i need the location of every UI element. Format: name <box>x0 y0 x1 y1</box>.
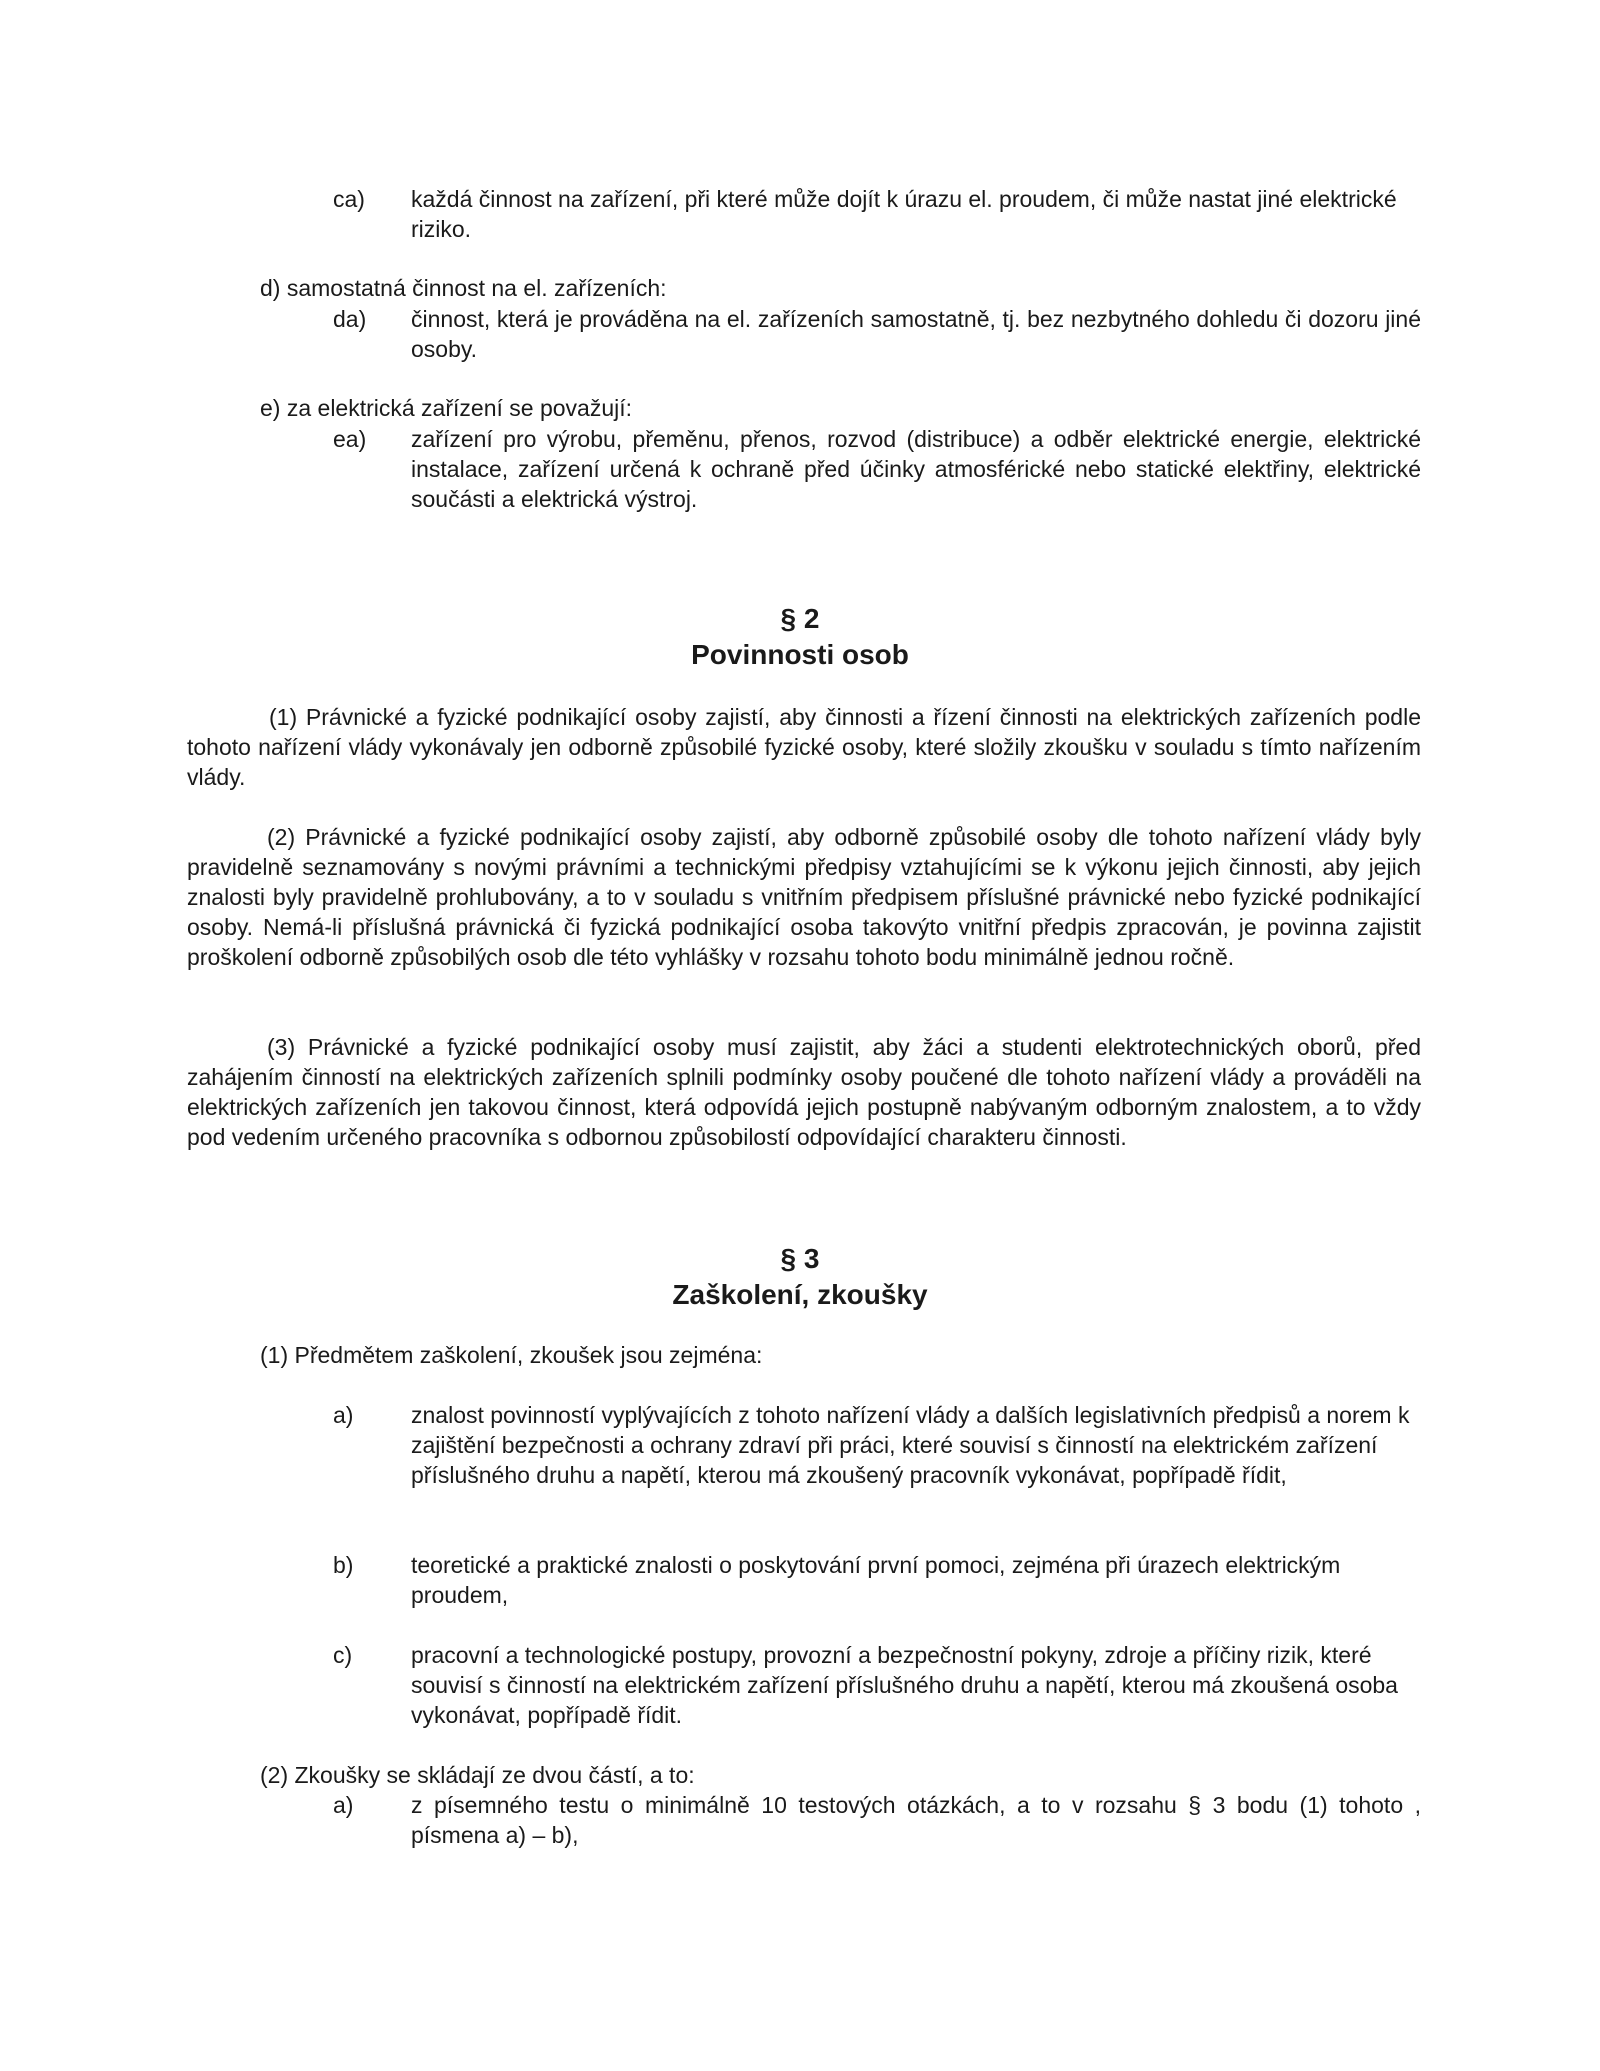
list-label-da: da) <box>333 306 367 332</box>
section-title-3: Zaškolení, zkoušky <box>672 1279 928 1310</box>
section2-paragraph-3: (3) Právnické a fyzické podnikající osoby musí zajistit, aby žáci a studenti elektrotechnických oborů, před zahájením činností na elektrických zařízeních splnili podmínky osoby poučené dle tohoto nařízení vlády a prováděli na elektrických zařízeních jen takovou činnost, která odpovídá jejich postupně nabývaným odborným znalostem, a to vždy pod vedením určeného pracovníka s odbornou způsobilostí odpovídající charakteru činnosti. <box>187 1034 1421 1150</box>
section-number-2: § 2 <box>780 603 820 634</box>
sub-heading-d: d) samostatná činnost na el. zařízeních: <box>260 275 667 301</box>
list-label-ea: ea) <box>333 426 367 452</box>
list-text-p2-a: z písemného testu o minimálně 10 testových otázkách, a to v rozsahu § 3 bodu (1) tohoto , písmena a) – b), <box>411 1792 1421 1848</box>
section-number-3: § 3 <box>780 1243 820 1274</box>
section2-paragraph-2: (2) Právnické a fyzické podnikající osoby zajistí, aby odborně způsobilé osoby dle tohoto nařízení vlády byly pravidelně seznamovány s novými právními a technickými předpisy vztahujícími se k výkonu jejich činnosti, aby jejich znalosti byly pravidelně prohlubovány, a to v souladu s vnitřním předpisem příslušné právnické nebo fyzické podnikající osoby. Nemá-li příslušná právnická či fyzická podnikající osoba takovýto vnitřní předpis zpracován, je povinna zajistit proškolení odborně způsobilých osob dle této vyhlášky v rozsahu tohoto bodu minimálně jednou ročně. <box>187 824 1421 970</box>
list-label-c: c) <box>333 1642 353 1668</box>
section2-paragraph-1: (1) Právnické a fyzické podnikající osoby zajistí, aby činnosti a řízení činnosti na elektrických zařízeních podle tohoto nařízení vlády vykonávaly jen odborně způsobilé fyzické osoby, které složily zkoušku v souladu s tímto nařízením vlády. <box>187 704 1421 790</box>
section3-p2-intro: (2) Zkoušky se skládají ze dvou částí, a to: <box>260 1762 695 1788</box>
list-label-ca: ca) <box>333 186 365 212</box>
section-title-2: Povinnosti osob <box>691 639 909 670</box>
list-label-a: a) <box>333 1402 354 1428</box>
list-label-p2-a: a) <box>333 1792 354 1818</box>
list-text-ea: zařízení pro výrobu, přeměnu, přenos, rozvod (distribuce) a odběr elektrické energie, elektrické instalace, zařízení určená k ochraně před účinky atmosférické nebo statické elektřiny, elektrické součásti a elektrická výstroj. <box>411 426 1421 512</box>
list-text-b: teoretické a praktické znalosti o poskytování první pomoci, zejména při úrazech elektrickým proudem, <box>411 1552 1341 1608</box>
sub-heading-e: e) za elektrická zařízení se považují: <box>260 395 632 421</box>
list-text-da: činnost, která je prováděna na el. zařízeních samostatně, tj. bez nezbytného dohledu či dozoru jiné osoby. <box>411 306 1421 362</box>
list-label-b: b) <box>333 1552 354 1578</box>
list-text-c: pracovní a technologické postupy, provozní a bezpečnostní pokyny, zdroje a příčiny rizik, které souvisí s činností na elektrickém zařízení příslušného druhu a napětí, kterou má zkoušená osoba vykonávat, popřípadě řídit. <box>411 1642 1398 1728</box>
list-text-ca: každá činnost na zařízení, při které může dojít k úrazu el. proudem, či může nastat jiné elektrické riziko. <box>411 186 1397 242</box>
list-text-a: znalost povinností vyplývajících z tohoto nařízení vlády a dalších legislativních předpisů a norem k zajištění bezpečnosti a ochrany zdraví při práci, které souvisí s činností na elektrickém zařízení příslušného druhu a napětí, kterou má zkoušený pracovník vykonávat, popřípadě řídit, <box>411 1402 1410 1488</box>
section3-p1-intro: (1) Předmětem zaškolení, zkoušek jsou zejména: <box>260 1342 763 1368</box>
